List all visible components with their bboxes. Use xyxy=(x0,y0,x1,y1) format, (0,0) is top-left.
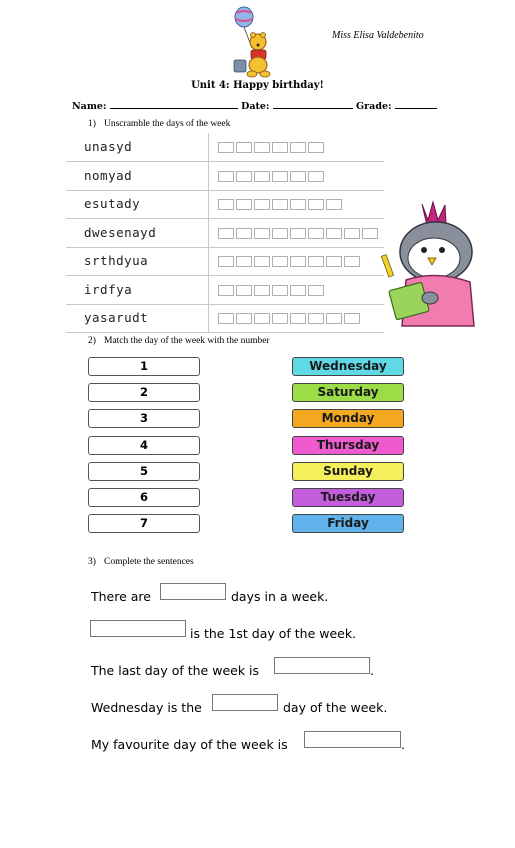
day-box-wednesday[interactable]: Wednesday xyxy=(292,357,404,376)
unscramble-row xyxy=(66,162,384,191)
letter-box[interactable] xyxy=(218,313,234,324)
scrambled-word: irdfya xyxy=(84,281,133,297)
sentence-4-after: day of the week. xyxy=(283,700,388,715)
sentence-1-answer-box[interactable] xyxy=(160,583,226,600)
unscramble-row xyxy=(66,276,384,305)
letter-box[interactable] xyxy=(272,142,288,153)
number-box[interactable]: 6 xyxy=(88,488,200,507)
letter-box[interactable] xyxy=(236,285,252,296)
day-box-sunday[interactable]: Sunday xyxy=(292,462,404,481)
sentence-5-before: My favourite day of the week is xyxy=(91,737,288,752)
letter-box[interactable] xyxy=(218,228,234,239)
unscramble-row xyxy=(66,133,384,162)
letter-boxes xyxy=(218,142,326,153)
letter-box[interactable] xyxy=(290,142,306,153)
letter-box[interactable] xyxy=(254,171,270,182)
scrambled-word: yasarudt xyxy=(84,310,149,325)
letter-box[interactable] xyxy=(254,256,270,267)
letter-box[interactable] xyxy=(236,199,252,210)
letter-boxes xyxy=(218,313,362,324)
letter-boxes xyxy=(218,256,362,267)
letter-box[interactable] xyxy=(272,313,288,324)
letter-box[interactable] xyxy=(308,171,324,182)
letter-box[interactable] xyxy=(308,256,324,267)
sentence-1-after: days in a week. xyxy=(231,589,329,604)
number-box[interactable]: 2 xyxy=(88,383,200,402)
sentence-5-answer-box[interactable] xyxy=(304,731,401,748)
letter-box[interactable] xyxy=(218,199,234,210)
letter-box[interactable] xyxy=(218,142,234,153)
letter-box[interactable] xyxy=(308,142,324,153)
number-box[interactable]: 5 xyxy=(88,462,200,481)
scrambled-word: unasyd xyxy=(84,139,133,154)
penguin-reading-illustration xyxy=(378,200,484,330)
letter-box[interactable] xyxy=(272,285,288,296)
column-divider xyxy=(208,219,209,247)
letter-box[interactable] xyxy=(272,256,288,267)
date-label: Date: xyxy=(241,101,270,112)
letter-box[interactable] xyxy=(308,199,324,210)
letter-box[interactable] xyxy=(254,228,270,239)
number-box[interactable]: 7 xyxy=(88,514,200,533)
letter-box[interactable] xyxy=(218,285,234,296)
letter-box[interactable] xyxy=(254,285,270,296)
grade-blank[interactable] xyxy=(395,100,437,109)
letter-box[interactable] xyxy=(254,313,270,324)
unscramble-row xyxy=(66,190,384,219)
sentence-3-before: The last day of the week is xyxy=(91,663,260,678)
letter-box[interactable] xyxy=(344,228,360,239)
number-box[interactable]: 3 xyxy=(88,409,200,428)
unscramble-row xyxy=(66,304,384,333)
letter-box[interactable] xyxy=(290,171,306,182)
letter-box[interactable] xyxy=(308,313,324,324)
column-divider xyxy=(208,190,209,218)
column-divider xyxy=(208,247,209,275)
letter-box[interactable] xyxy=(218,171,234,182)
sentence-2-after: is the 1st day of the week. xyxy=(190,626,357,641)
letter-box[interactable] xyxy=(344,256,360,267)
teacher-name: Miss Elisa Valdebenito xyxy=(332,30,424,41)
letter-box[interactable] xyxy=(362,228,378,239)
worksheet-title: Unit 4: Happy birthday! xyxy=(191,80,324,91)
sentence-3-answer-box[interactable] xyxy=(274,657,370,674)
sentence-4-answer-box[interactable] xyxy=(212,694,278,711)
scrambled-word: esutady xyxy=(84,196,141,211)
letter-box[interactable] xyxy=(236,171,252,182)
letter-box[interactable] xyxy=(272,199,288,210)
column-divider xyxy=(208,162,209,190)
letter-box[interactable] xyxy=(218,256,234,267)
day-box-tuesday[interactable]: Tuesday xyxy=(292,488,404,507)
letter-box[interactable] xyxy=(272,171,288,182)
letter-box[interactable] xyxy=(254,199,270,210)
letter-box[interactable] xyxy=(290,285,306,296)
letter-box[interactable] xyxy=(272,228,288,239)
letter-box[interactable] xyxy=(236,313,252,324)
letter-box[interactable] xyxy=(308,228,324,239)
letter-box[interactable] xyxy=(326,313,342,324)
pooh-balloon-illustration xyxy=(228,4,280,78)
letter-boxes xyxy=(218,285,326,296)
scrambled-word: nomyad xyxy=(84,167,133,183)
sentence-4-before: Wednesday is the xyxy=(91,700,202,715)
letter-box[interactable] xyxy=(236,142,252,153)
letter-box[interactable] xyxy=(290,256,306,267)
letter-box[interactable] xyxy=(326,228,342,239)
letter-box[interactable] xyxy=(326,199,342,210)
letter-box[interactable] xyxy=(236,256,252,267)
column-divider xyxy=(208,133,209,161)
sentence-2-answer-box[interactable] xyxy=(90,620,186,637)
column-divider xyxy=(208,304,209,332)
day-box-monday[interactable]: Monday xyxy=(292,409,404,428)
letter-box[interactable] xyxy=(254,142,270,153)
section2-heading: 2) Match the day of the week with the number xyxy=(88,336,270,346)
letter-box[interactable] xyxy=(290,199,306,210)
scrambled-word: srthdyua xyxy=(84,253,149,268)
letter-boxes xyxy=(218,199,344,210)
unscramble-row xyxy=(66,247,384,276)
letter-box[interactable] xyxy=(290,228,306,239)
column-divider xyxy=(208,276,209,304)
unscramble-row xyxy=(66,219,384,248)
letter-box[interactable] xyxy=(344,313,360,324)
student-info-line xyxy=(72,100,437,112)
number-box[interactable]: 4 xyxy=(88,436,200,455)
section3-heading: 3) Complete the sentences xyxy=(88,557,194,567)
name-blank[interactable] xyxy=(110,100,238,109)
letter-box[interactable] xyxy=(236,228,252,239)
grade-label: Grade: xyxy=(356,101,392,112)
letter-boxes xyxy=(218,171,326,182)
letter-boxes xyxy=(218,228,380,239)
letter-box[interactable] xyxy=(290,313,306,324)
date-blank[interactable] xyxy=(273,100,353,109)
day-box-saturday[interactable]: Saturday xyxy=(292,383,404,402)
sentence-1-before: There are xyxy=(91,589,151,604)
letter-box[interactable] xyxy=(326,256,342,267)
scrambled-word: dwesenayd xyxy=(84,224,157,240)
day-box-thursday[interactable]: Thursday xyxy=(292,436,404,455)
section1-heading: 1) Unscramble the days of the week xyxy=(88,119,231,129)
day-box-friday[interactable]: Friday xyxy=(292,514,404,533)
number-box[interactable]: 1 xyxy=(88,357,200,376)
sentence-5-after: . xyxy=(401,737,405,752)
sentence-3-after: . xyxy=(370,663,374,678)
name-label: Name: xyxy=(72,101,107,112)
letter-box[interactable] xyxy=(308,285,324,296)
